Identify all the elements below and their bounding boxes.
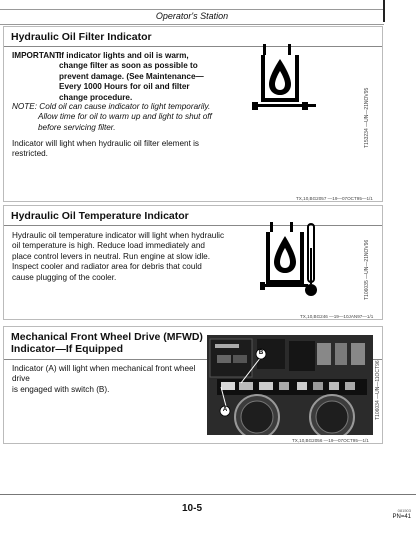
filter-body-text: Indicator will light when hydraulic oil filter element is restricted. bbox=[12, 139, 200, 159]
hydraulic-oil-temperature-icon bbox=[260, 222, 324, 302]
section-title: Hydraulic Oil Filter Indicator bbox=[4, 27, 382, 47]
note-text: NOTE: Cold oil can cause indicator to light temporarily. Allow time for oil to warm up and light to shut off before servicing filter. bbox=[12, 102, 212, 132]
page-header-title: Operator's Station bbox=[155, 11, 229, 21]
footer-rule bbox=[0, 494, 416, 495]
reference-code: TX,10,BG2056 —19—07OCT95—1/1 bbox=[292, 438, 369, 443]
dashboard-illustration bbox=[207, 335, 373, 435]
image-code: T106034 —UN—11OCT96 bbox=[375, 360, 381, 420]
callout-b-label: B bbox=[258, 350, 264, 356]
mfwd-panel-photo bbox=[207, 335, 373, 435]
vertical-rule bbox=[383, 0, 385, 22]
reference-code: TX,10,BG2057 —19—07OCT95—1/1 bbox=[296, 196, 373, 201]
section-title: Mechanical Front Wheel Drive (MFWD) Indicator—If Equipped bbox=[4, 327, 382, 360]
page-number: 10-5 bbox=[181, 503, 202, 514]
footer-pn: PN=41 bbox=[392, 514, 411, 520]
footer-date-code: 081503 bbox=[397, 508, 411, 513]
reference-code: TX,10,BG246 —19—10JAN97—1/1 bbox=[300, 314, 374, 319]
section-title: Hydraulic Oil Temperature Indicator bbox=[4, 206, 382, 226]
mfwd-body-text: Indicator (A) will light when mechanical front wheel drive is engaged with switch (B). bbox=[12, 364, 196, 394]
important-label: IMPORTANT: bbox=[12, 51, 62, 60]
important-text: If indicator lights and oil is warm, change filter as soon as possible to prevent damage. (See Maintenance— Every 1000 Hours for oil and filter change procedure. bbox=[59, 51, 204, 102]
hydraulic-oil-filter-icon bbox=[252, 44, 316, 114]
callout-a-label: A bbox=[222, 407, 228, 413]
image-code: T153234 —UN—21NOV95 bbox=[364, 87, 370, 148]
temperature-body-text: Hydraulic oil temperature indicator will light when hydraulic oil temperature is high. Reduce load immediately and place control levers in neutral. Run engine at slow idle. Inspect cooler and radiator area for debris that could cause plugging of the cooler. bbox=[12, 231, 225, 282]
image-code: T106035 —UN—21NOV96 bbox=[364, 239, 370, 300]
